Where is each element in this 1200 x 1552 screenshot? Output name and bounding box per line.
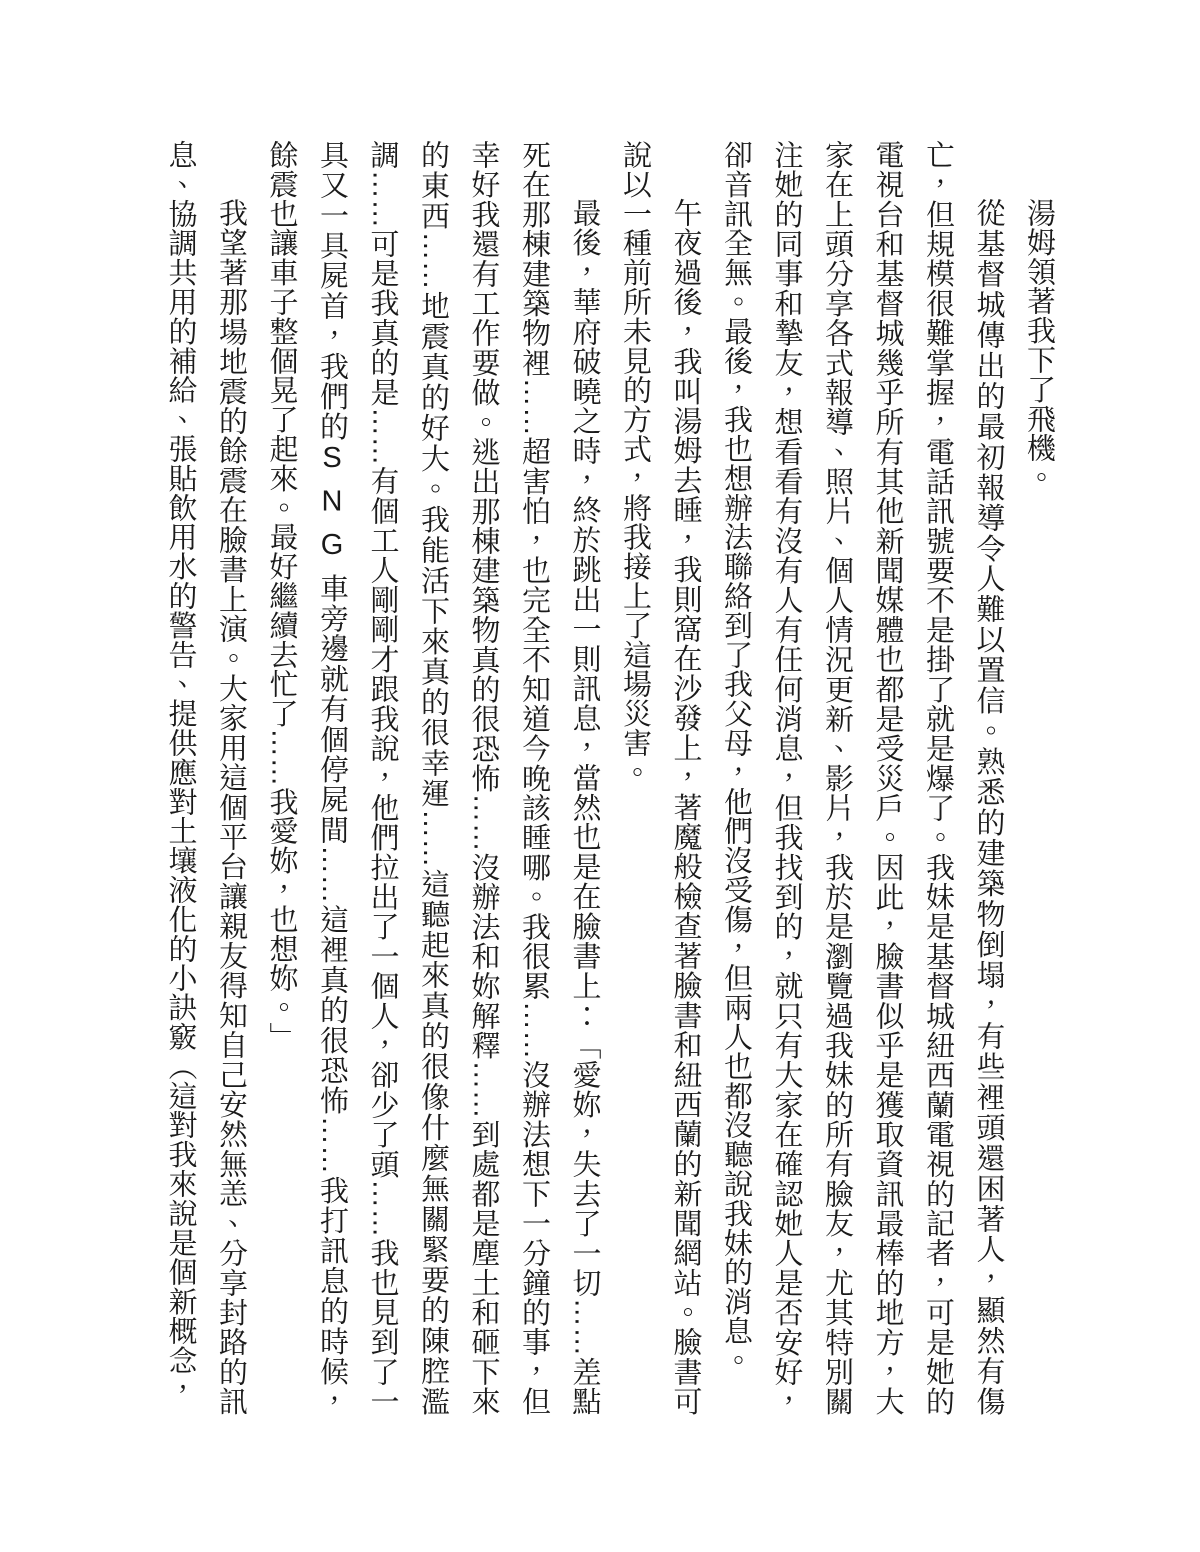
paragraph: 午夜過後，我叫湯姆去睡，我則窩在沙發上，著魔般檢查著臉書和紐西蘭的新聞網站。臉書可說以一種前所未見的方式，將我接上了這場災害。 (619, 140, 702, 1416)
paragraph: 從基督城傳出的最初報導令人難以置信。熟悉的建築物倒塌，有些裡頭還困著人，顯然有傷亡，但規模很難掌握，電話訊號要不是掛了就是爆了。我妹是基督城紐西蘭電視的記者，可是她的電視台和基督城幾乎所有其他新聞媒體也都是受災戶。因此，臉書似乎是獲取資訊最棒的地方，大家在上頭分享各式報導、照片、個人情況更新、影片，我於是瀏覽過我妹的所有臉友，尤其特別關注她的同事和摯友，想看看有沒有人有任何消息，但我找到的，就只有大家在確認她人是否安好，卻音訊全無。最後，我也想辦法聯絡到了我父母，他們沒受傷，但兩人也都沒聽說我妹的消息。 (720, 140, 1005, 1416)
paragraph: 最後，華府破曉之時，終於跳出一則訊息，當然也是在臉書上：「愛妳，失去了一切……差點死在那棟建築物裡……超害怕，也完全不知道今晚該睡哪。我很累……沒辦法想下一分鐘的事，但幸好我還有工作要做。逃出那棟建築物真的很恐怖……沒辦法和妳解釋……到處都是塵土和砸下來的東西……地震真的好大。我能活下來真的很幸運……這聽起來真的很像什麼無關緊要的陳腔濫調……可是我真的是……有個工人剛剛才跟我說，他們拉出了一個人，卻少了頭……我也見到了一具又一具屍首，我們的SNG車旁邊就有個停屍間……這裡真的很恐怖……我打訊息的時候，餘震也讓車子整個晃了起來。最好繼續去忙了……我愛妳，也想妳。」 (265, 140, 601, 1417)
latin-run: SNG (316, 441, 348, 573)
paragraph: 湯姆領著我下了飛機。 (1023, 198, 1055, 492)
text-block (155, 140, 1064, 1416)
paragraph: 我望著那場地震的餘震在臉書上演。大家用這個平台讓親友得知自己安然無恙、分享封路的訊息、協調共用的補給、張貼飲用水的警告、提供應對土壤液化的小訣竅（這對我來說是個新概念， (164, 140, 247, 1416)
